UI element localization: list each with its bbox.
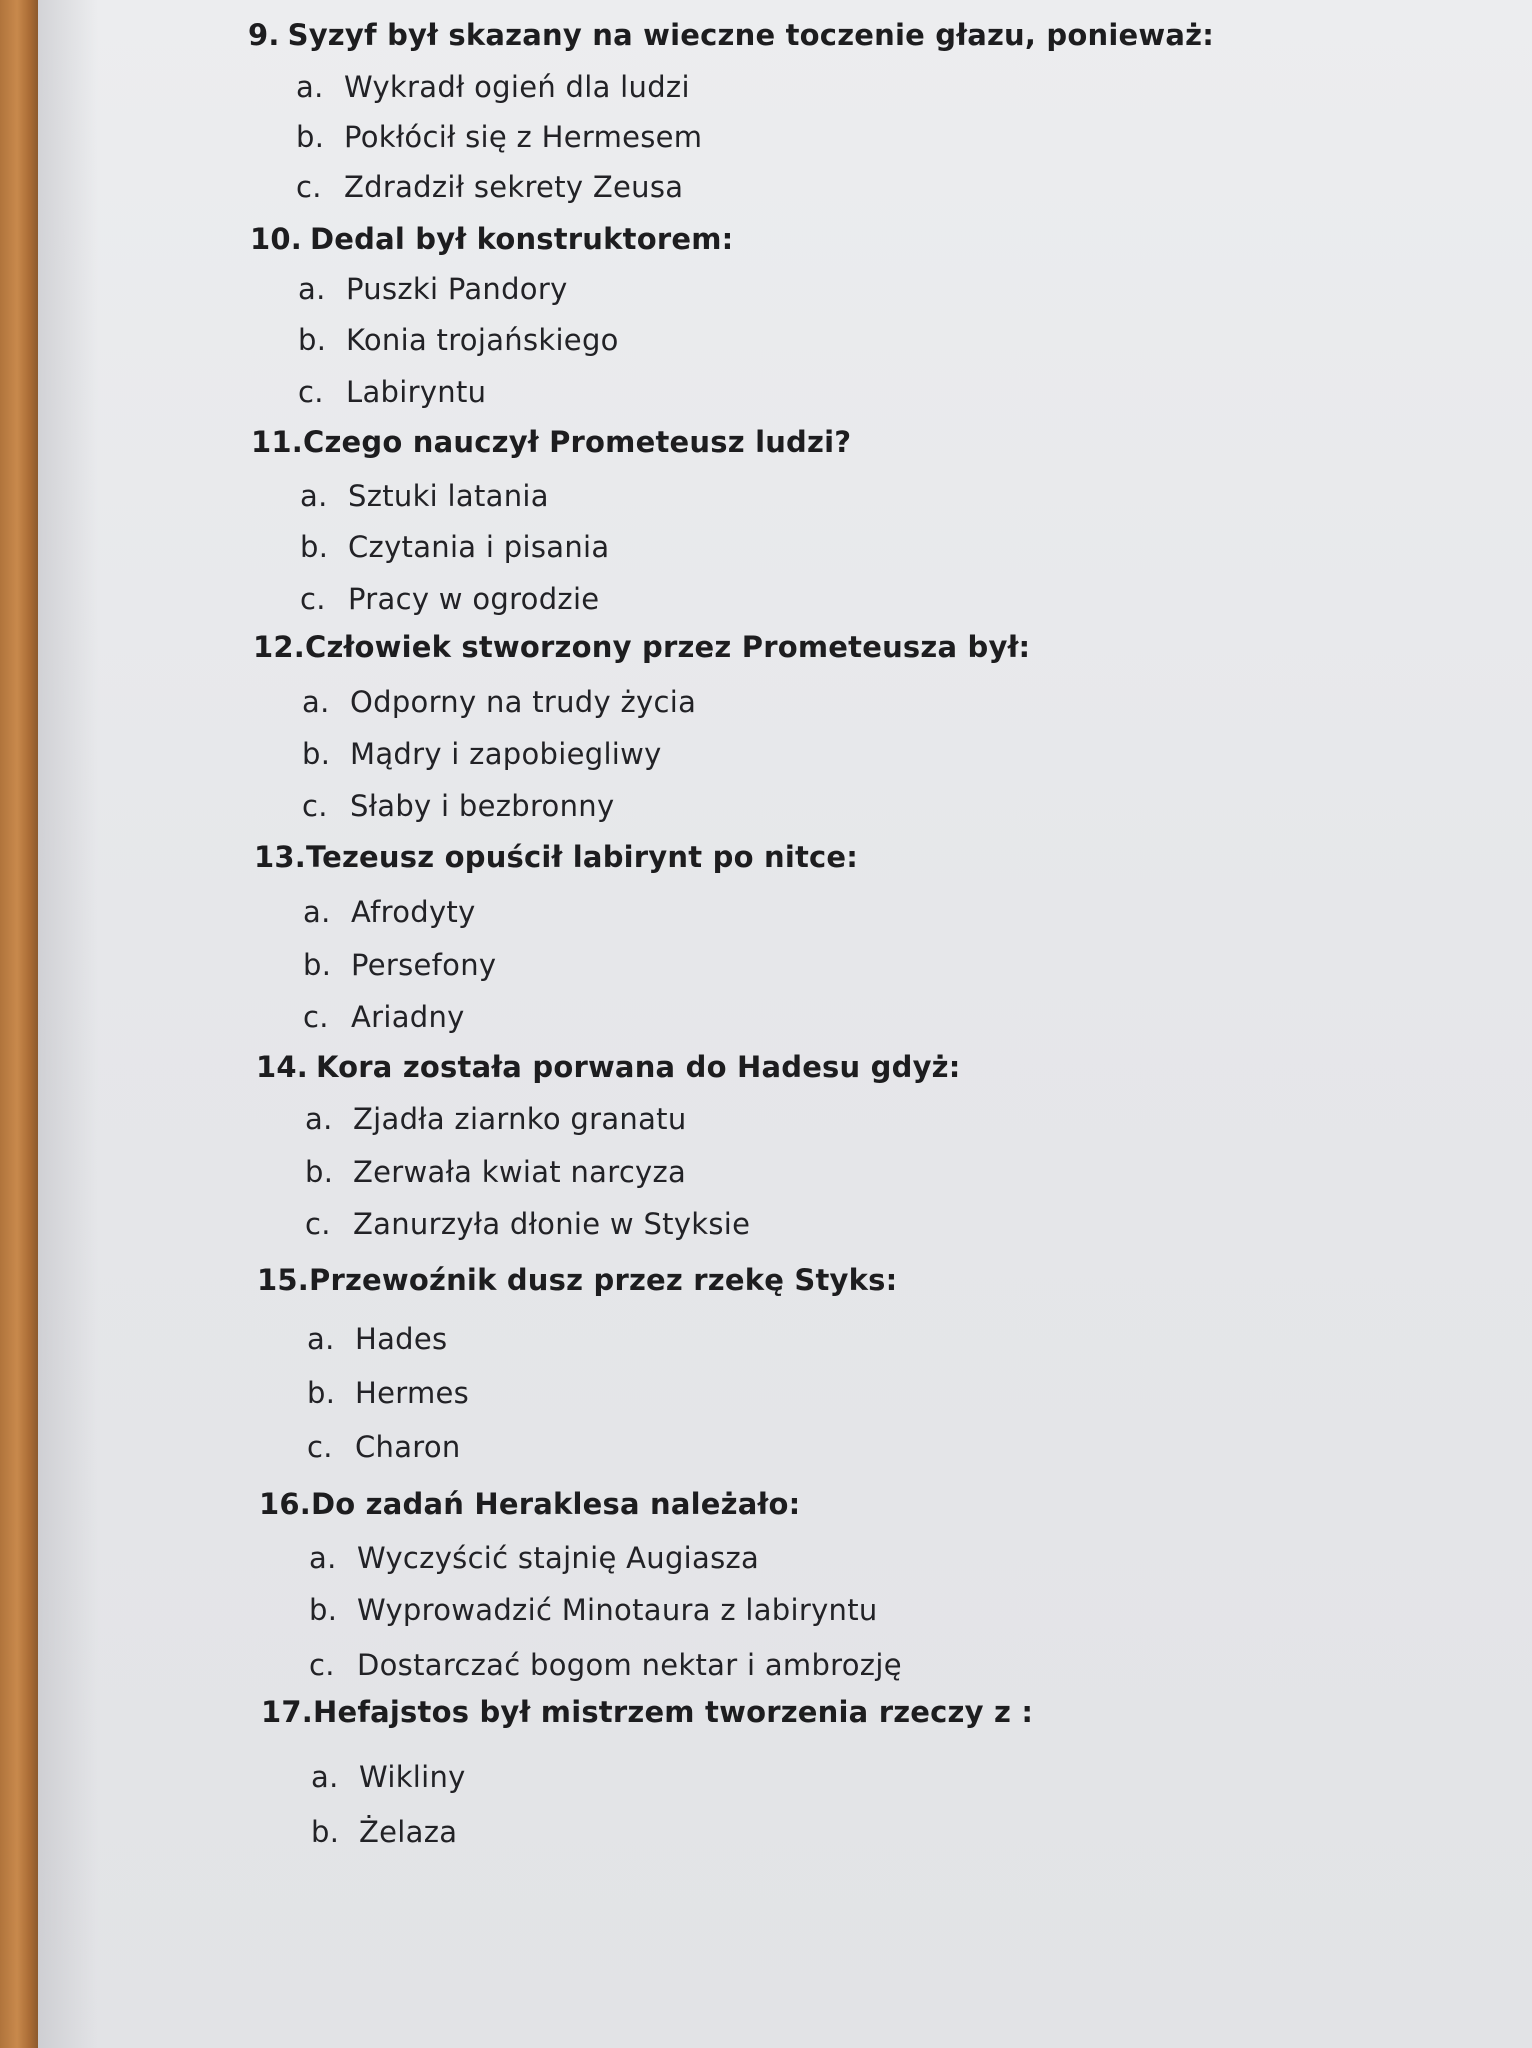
option-letter: c. bbox=[300, 582, 326, 616]
option-letter: a. bbox=[298, 272, 326, 306]
option-16c bbox=[309, 1648, 902, 1682]
option-text: Pokłócił się z Hermesem bbox=[344, 120, 703, 154]
option-letter: a. bbox=[311, 1760, 339, 1794]
option-text: Wykradł ogień dla ludzi bbox=[344, 70, 690, 104]
option-letter: a. bbox=[303, 895, 331, 929]
option-text: Pracy w ogrodzie bbox=[348, 582, 600, 616]
option-12b bbox=[302, 737, 662, 771]
question-12 bbox=[253, 630, 1030, 664]
option-letter: b. bbox=[305, 1155, 334, 1189]
option-text: Ariadny bbox=[351, 1000, 465, 1034]
option-text: Charon bbox=[355, 1430, 461, 1464]
option-letter: c. bbox=[296, 170, 322, 204]
option-17b bbox=[311, 1815, 457, 1849]
question-13 bbox=[254, 840, 858, 874]
option-letter: b. bbox=[298, 323, 327, 357]
question-number: 11. bbox=[251, 425, 303, 459]
option-letter: a. bbox=[296, 70, 324, 104]
option-10b bbox=[298, 323, 619, 357]
option-text: Persefony bbox=[351, 948, 497, 982]
option-letter: c. bbox=[302, 789, 328, 823]
question-text: Przewoźnik dusz przez rzekę Styks: bbox=[308, 1263, 898, 1297]
option-text: Żelaza bbox=[359, 1815, 458, 1849]
question-number: 12. bbox=[253, 630, 305, 664]
option-text: Konia trojańskiego bbox=[346, 323, 619, 357]
option-letter: c. bbox=[303, 1000, 329, 1034]
option-text: Hades bbox=[355, 1322, 448, 1356]
wooden-table-edge bbox=[0, 0, 38, 2048]
question-number: 16. bbox=[259, 1487, 311, 1521]
question-17 bbox=[261, 1695, 1033, 1729]
option-text: Czytania i pisania bbox=[348, 530, 610, 564]
question-16 bbox=[259, 1487, 800, 1521]
question-text: Człowiek stworzony przez Prometeusza był: bbox=[304, 630, 1031, 664]
option-letter: b. bbox=[303, 948, 332, 982]
question-number: 14. bbox=[256, 1050, 308, 1084]
question-number: 10. bbox=[250, 222, 302, 256]
option-letter: b. bbox=[300, 530, 329, 564]
option-letter: b. bbox=[302, 737, 331, 771]
option-text: Zdradził sekrety Zeusa bbox=[344, 170, 684, 204]
option-letter: b. bbox=[307, 1376, 336, 1410]
option-text: Mądry i zapobiegliwy bbox=[350, 737, 662, 771]
question-text: Syzyf był skazany na wieczne toczenie głazu, ponieważ: bbox=[287, 18, 1214, 52]
question-text: Kora została porwana do Hadesu gdyż: bbox=[315, 1050, 961, 1084]
option-letter: a. bbox=[300, 479, 328, 513]
option-15a bbox=[307, 1322, 447, 1356]
option-letter: b. bbox=[311, 1815, 340, 1849]
option-letter: c. bbox=[307, 1430, 333, 1464]
option-text: Wyczyścić stajnię Augiasza bbox=[357, 1541, 760, 1575]
option-text: Odporny na trudy życia bbox=[350, 685, 697, 719]
option-16b bbox=[309, 1593, 878, 1627]
option-text: Wyprowadzić Minotaura z labiryntu bbox=[357, 1593, 878, 1627]
option-letter: c. bbox=[298, 375, 324, 409]
option-17a bbox=[311, 1760, 466, 1794]
option-text: Labiryntu bbox=[346, 375, 487, 409]
option-text: Sztuki latania bbox=[348, 479, 549, 513]
question-9 bbox=[248, 18, 1214, 52]
option-letter: a. bbox=[305, 1102, 333, 1136]
option-letter: b. bbox=[309, 1593, 338, 1627]
option-text: Dostarczać bogom nektar i ambrozję bbox=[357, 1648, 902, 1682]
question-number: 13. bbox=[254, 840, 306, 874]
option-12a bbox=[302, 685, 696, 719]
option-text: Zjadła ziarnko granatu bbox=[353, 1102, 687, 1136]
option-text: Hermes bbox=[355, 1376, 470, 1410]
option-text: Zerwała kwiat narcyza bbox=[353, 1155, 687, 1189]
question-text: Czego nauczył Prometeusz ludzi? bbox=[302, 425, 852, 459]
option-15c bbox=[307, 1430, 461, 1464]
option-text: Zanurzyła dłonie w Styksie bbox=[353, 1207, 751, 1241]
option-text: Afrodyty bbox=[351, 895, 476, 929]
option-letter: c. bbox=[309, 1648, 335, 1682]
option-letter: a. bbox=[302, 685, 330, 719]
option-12c bbox=[302, 789, 614, 823]
option-13b bbox=[303, 948, 496, 982]
option-13c bbox=[303, 1000, 465, 1034]
option-letter: b. bbox=[296, 120, 325, 154]
option-text: Słaby i bezbronny bbox=[350, 789, 615, 823]
question-text: Do zadań Heraklesa należało: bbox=[310, 1487, 801, 1521]
question-text: Hefajstos był mistrzem tworzenia rzeczy z : bbox=[312, 1695, 1034, 1729]
question-text: Tezeusz opuścił labirynt po nitce: bbox=[305, 840, 859, 874]
option-letter: a. bbox=[307, 1322, 335, 1356]
option-11b bbox=[300, 530, 609, 564]
option-14c bbox=[305, 1207, 750, 1241]
option-letter: c. bbox=[305, 1207, 331, 1241]
question-text: Dedal był konstruktorem: bbox=[309, 222, 734, 256]
option-10a bbox=[298, 272, 568, 306]
option-9c bbox=[296, 170, 683, 204]
option-16a bbox=[309, 1541, 759, 1575]
option-11c bbox=[300, 582, 599, 616]
option-11a bbox=[300, 479, 549, 513]
option-text: Wikliny bbox=[359, 1760, 466, 1794]
option-9b bbox=[296, 120, 702, 154]
question-number: 15. bbox=[257, 1263, 309, 1297]
question-number: 17. bbox=[261, 1695, 313, 1729]
question-15 bbox=[257, 1263, 897, 1297]
question-number: 9. bbox=[248, 18, 280, 52]
option-letter: a. bbox=[309, 1541, 337, 1575]
option-15b bbox=[307, 1376, 469, 1410]
option-13a bbox=[303, 895, 476, 929]
option-14a bbox=[305, 1102, 687, 1136]
option-14b bbox=[305, 1155, 686, 1189]
quiz-sheet bbox=[38, 0, 1532, 2048]
question-10 bbox=[250, 222, 733, 256]
question-11 bbox=[251, 425, 851, 459]
option-text: Puszki Pandory bbox=[346, 272, 568, 306]
question-14 bbox=[256, 1050, 961, 1084]
option-10c bbox=[298, 375, 486, 409]
option-9a bbox=[296, 70, 690, 104]
